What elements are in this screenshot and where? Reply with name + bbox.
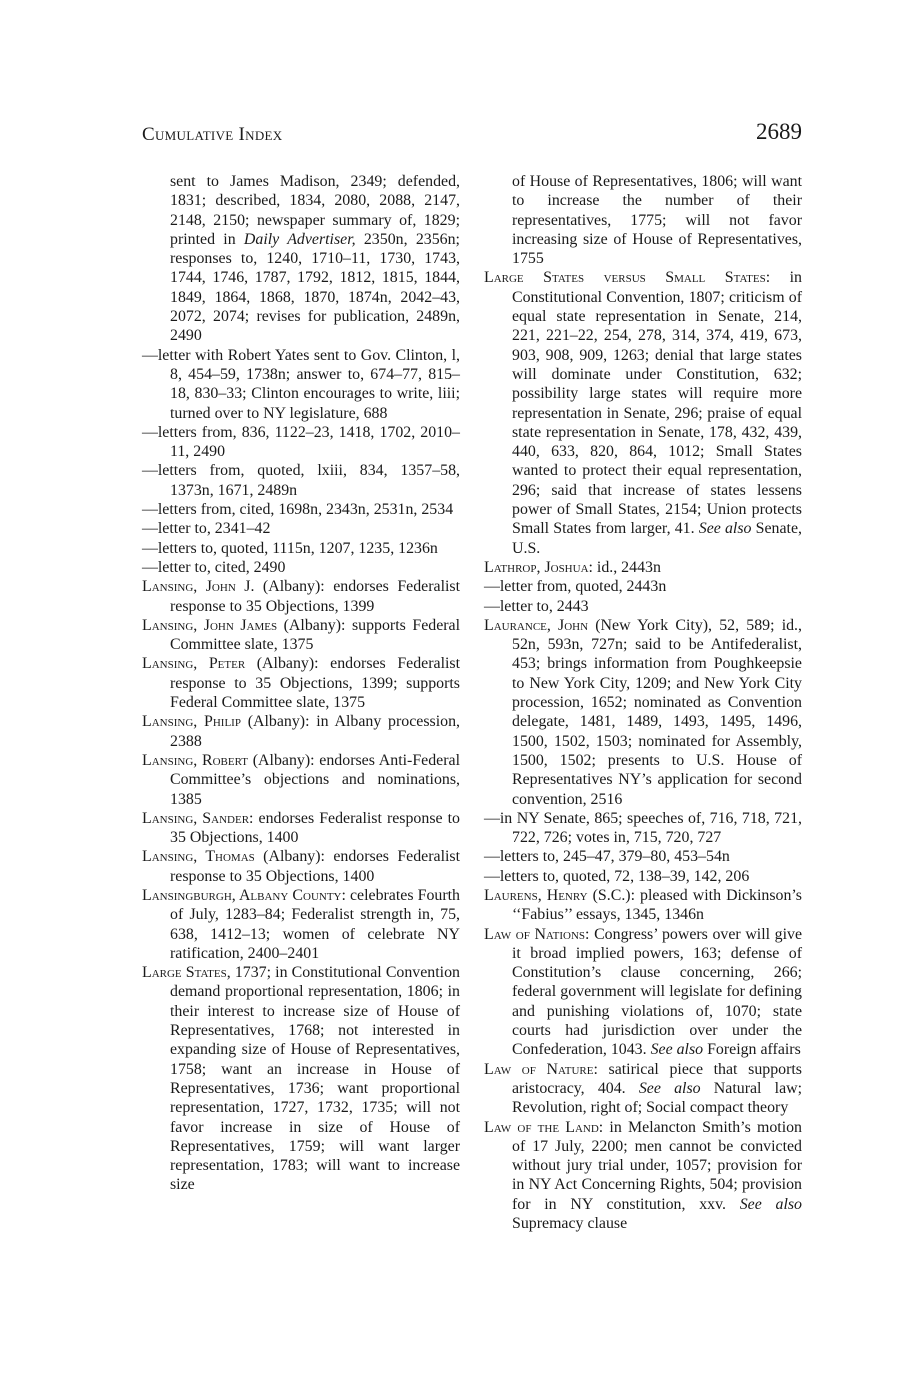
index-entry: Lansing, John James (Albany): supports Federal Committee slate, 1375 [142, 616, 461, 654]
index-subentry: —in NY Senate, 865; speeches of, 716, 718, 721, 722, 726; votes in, 715, 720, 727 [484, 809, 802, 847]
index-subentry: —letter to, cited, 2490 [142, 558, 286, 576]
index-subentry: —letter from, quoted, 2443n [484, 578, 667, 596]
index-subentry: —letter with Robert Yates sent to Gov. Clinton, l, 8, 454–59, 1738n; answer to, 674–77, 815–18, 830–33; Clinton encourages to write, liii; turned over to NY legislature, 688 [142, 346, 460, 422]
index-subentry: —letters to, 245–47, 379–80, 453–54n [484, 848, 730, 866]
index-entry: Lathrop, Joshua: id., 2443n [484, 558, 661, 576]
index-entry: Lansing, Sander: endorses Federalist response to 35 Objections, 1400 [142, 809, 460, 847]
index-entry: Large States versus Small States: in Constitutional Convention, 1807; criticism of equal state representation in Senate, 214, 221, 221–22, 254, 278, 314, 374, 419, 673, 903, 908, 909, 1263; denial that large states will dominate under Constitution, 632; possibility large states will require more representation in Senate, 296; praise of equal state representation in Senate, 178, 432, 439, 440, 633, 820, 864, 1012; Small States wanted to protect their equal representation, 296; said that increase of states lessens power of Small States, 2154; Union protects Small States from larger, 41. See also Senate, U.S. [484, 269, 803, 557]
index-subentry: —letter to, 2341–42 [142, 520, 271, 538]
index-entry: Lansing, John J. (Albany): endorses Federalist response to 35 Objections, 1399 [142, 578, 460, 615]
index-entry: Lansing, Robert (Albany): endorses Anti-Federal Committee’s objections and nominations, 1385 [142, 751, 460, 808]
index-entry: Laurance, John (New York City), 52, 589; id., 52n, 593n, 727n; said to be Antifederalist, 453; brings information from Poughkeepsie to New York City, 1209; and New York City procession, 1652; nominated as Convention delegate, 1481, 1489, 1493, 1495, 1496, 1500, 1502, 1503; nominated for Assembly, 1500, 1502; presents to U.S. House of Representatives NY’s application for second convention, 2516 [484, 616, 803, 808]
index-entry: Large States, 1737; in Constitutional Convention demand proportional representation, 1806; in their interest to increase size of House of Representatives, 1768; not interested in expanding size of House of Representatives, 1758; want an increase in House of Representatives, 1736; want proportional representation, 1727, 1732, 1735; will not favor increase in size of House of Representatives, 1759; will want larger representation, 1783; will want to increase size [142, 964, 460, 1194]
page-header [142, 119, 802, 158]
index-entry: Lansingburgh, Albany County: celebrates Fourth of July, 1283–84; Federalist strength in, 75, 638, 1412–13; women of celebrate NY ratification, 2400–2401 [142, 886, 460, 962]
index-subentry: —letters from, cited, 1698n, 2343n, 2531n, 2534 [142, 501, 454, 519]
index-entry: Laurens, Henry (S.C.): pleased with Dickinson’s ‘‘Fabius’’ essays, 1345, 1346n [484, 886, 802, 924]
index-entry: Law of Nations: Congress’ powers over will give it broad implied powers, 163; defense of Constitution’s clause concerning, 266; federal government will legislate for defining and punishing violations of, 1070; state courts had jurisdiction over under the Confederation, 1043. See also Foreign affairs [484, 925, 803, 1059]
right-column [484, 172, 802, 1233]
page-number: 2689 [756, 119, 802, 144]
index-entry: Lansing, Philip (Albany): in Albany procession, 2388 [142, 713, 460, 750]
index-subentry: —letter to, 2443 [484, 597, 589, 615]
index-entry: Law of Nature: satirical piece that supports aristocracy, 404. See also Natural law; Revolution, right of; Social compact theory [484, 1060, 803, 1117]
index-subentry: —letters from, quoted, lxiii, 834, 1357–58, 1373n, 1671, 2489n [142, 462, 460, 499]
index-subentry: —letters from, 836, 1122–23, 1418, 1702, 2010–11, 2490 [142, 423, 460, 461]
index-entry: Lansing, Thomas (Albany): endorses Federalist response to 35 Objections, 1400 [142, 848, 460, 885]
index-entry: sent to James Madison, 2349; defended, 1831; described, 1834, 2080, 2088, 2147, 2148, 2150; newspaper summary of, 1829; printed in Daily Advertiser, 2350n, 2356n; responses to, 1240, 1710–11, 1730, 1743, 1744, 1746, 1787, 1792, 1812, 1815, 1844, 1849, 1864, 1868, 1870, 1874n, 2042–43, 2072, 2074; revises for publication, 2489n, 2490 [170, 173, 460, 345]
index-entry: Lansing, Peter (Albany): endorses Federalist response to 35 Objections, 1399; supports Federal Committee slate, 1375 [142, 655, 460, 712]
running-head: Cumulative Index [142, 124, 283, 145]
index-entry: Law of the Land: in Melancton Smith’s motion of 17 July, 2200; men cannot be convicted without jury trial under, 1057; provision for in NY Act Concerning Rights, 504; provision for in NY constitution, xxv. See also Supremacy clause [484, 1118, 802, 1233]
index-entry: of House of Representatives, 1806; will want to increase the number of their representatives, 1775; will not favor increasing size of House of Representatives, 1755 [512, 173, 802, 268]
left-column [142, 172, 460, 1195]
index-subentry: —letters to, quoted, 1115n, 1207, 1235, 1236n [142, 539, 438, 557]
index-subentry: —letters to, quoted, 72, 138–39, 142, 206 [484, 867, 750, 885]
